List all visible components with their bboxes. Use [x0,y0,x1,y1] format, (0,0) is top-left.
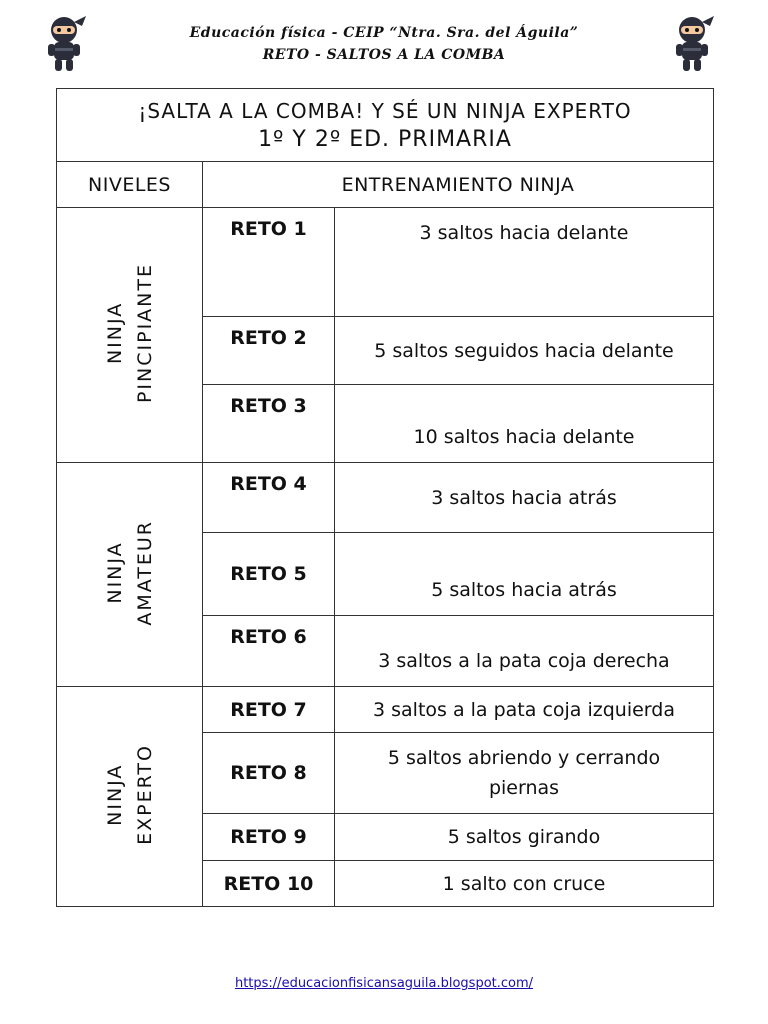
level-label: NINJA AMATEUR [103,519,156,626]
reto-label: RETO 10 [203,861,335,907]
level-label: NINJA EXPERTO [103,744,156,845]
reto-description: 3 saltos a la pata coja izquierda [335,687,714,733]
reto-description: 3 saltos a la pata coja derecha [335,616,714,687]
reto-label: RETO 7 [203,687,335,733]
table-title-cell [57,89,714,162]
school-title: Educación física - CEIP “Ntra. Sra. del Águila” [189,25,579,41]
column-header-levels: NIVELES [57,162,203,208]
table-row [57,463,714,533]
reto-label: RETO 9 [203,814,335,861]
reto-description: 5 saltos hacia atrás [335,533,714,616]
reto-description: 10 saltos hacia delante [335,385,714,463]
challenge-title: RETO - SALTOS A LA COMBA [262,47,506,63]
reto-description: 5 saltos abriendo y cerrando piernas [335,733,714,814]
table-grade: 1º Y 2º ED. PRIMARIA [258,127,512,152]
column-header-training: ENTRENAMIENTO NINJA [203,162,714,208]
challenge-table [56,88,714,907]
reto-label: RETO 4 [203,463,335,533]
reto-description: 5 saltos seguidos hacia delante [335,317,714,385]
reto-description: 1 salto con cruce [335,861,714,907]
table-title: ¡SALTA A LA COMBA! Y SÉ UN NINJA EXPERTO [138,99,632,123]
blog-link[interactable]: https://educacionfisicansaguila.blogspot.com/ [234,976,534,991]
document-header [0,22,768,66]
reto-label: RETO 5 [203,533,335,616]
reto-label: RETO 8 [203,733,335,814]
reto-description: 3 saltos hacia atrás [335,463,714,533]
level-principiante [57,208,203,463]
reto-label: RETO 3 [203,385,335,463]
footer [0,972,768,991]
level-experto [57,687,203,907]
table-row [57,208,714,317]
table-row [57,687,714,733]
reto-label: RETO 1 [203,208,335,317]
level-label: NINJA PINCIPIANTE [103,262,156,404]
reto-description: 3 saltos hacia delante [335,208,714,317]
level-amateur [57,463,203,687]
reto-description: 5 saltos girando [335,814,714,861]
reto-label: RETO 6 [203,616,335,687]
reto-label: RETO 2 [203,317,335,385]
